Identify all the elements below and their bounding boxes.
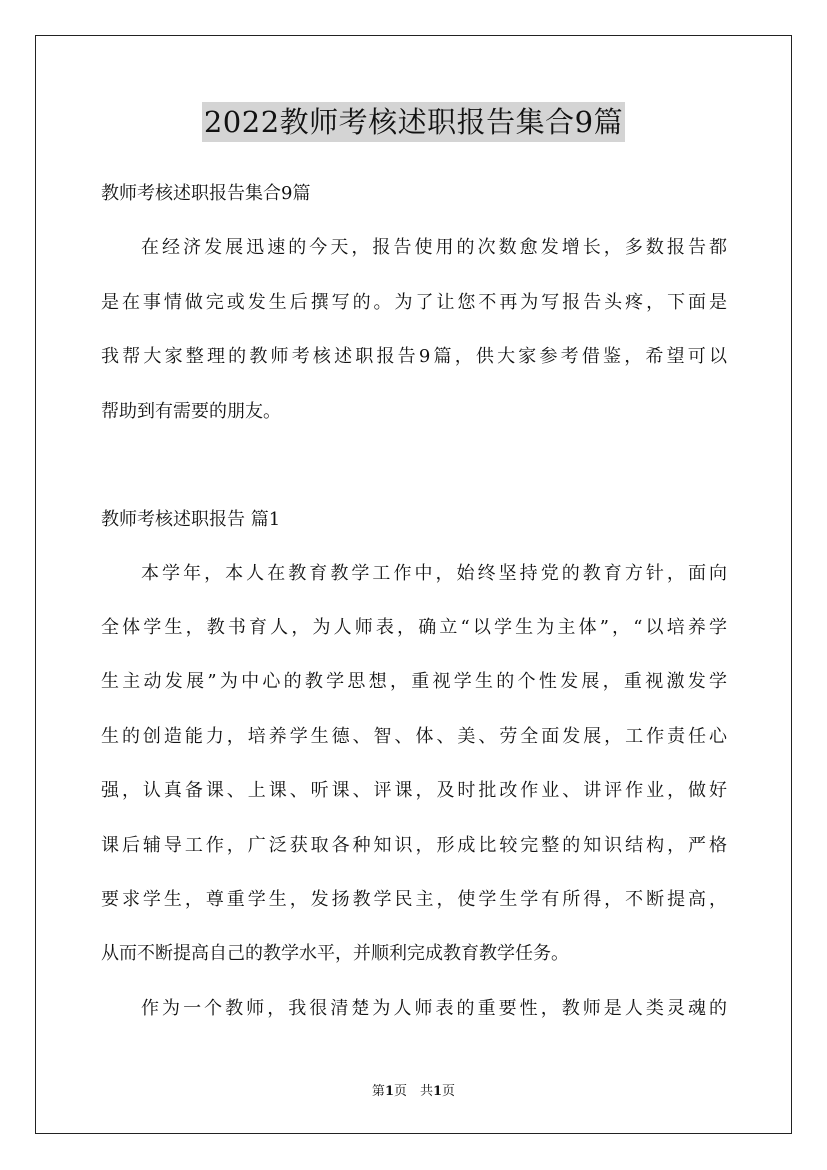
paragraph-line: 课后辅导工作，广泛获取各种知识，形成比较完整的知识结构，严格 (101, 835, 727, 856)
paragraph-line: 生主动发展”为中心的教学思想，重视学生的个性发展，重视激发学 (101, 671, 727, 692)
paragraph-line: 强，认真备课、上课、听课、评课，及时批改作业、讲评作业，做好 (101, 780, 727, 801)
footer-prefix: 第 (371, 1084, 385, 1099)
footer-suffix: 页 (442, 1084, 456, 1099)
intro-line: 帮助到有需要的朋友。 (101, 401, 281, 422)
paragraph-line: 生的创造能力，培养学生德、智、体、美、劳全面发展，工作责任心 (101, 726, 727, 747)
intro-line: 是在事情做完或发生后撰写的。为了让您不再为写报告头疼，下面是 (101, 292, 727, 313)
intro-line: 在经济发展迅速的今天，报告使用的次数愈发增长，多数报告都 (141, 237, 727, 258)
intro-line: 我帮大家整理的教师考核述职报告9篇，供大家参考借鉴，希望可以 (101, 346, 727, 367)
paragraph-line: 要求学生，尊重学生，发扬教学民主，使学生学有所得，不断提高， (101, 889, 727, 910)
section-heading: 教师考核述职报告 篇1 (101, 509, 281, 530)
page-footer (0, 1082, 827, 1102)
document-title: 2022教师考核述职报告集合9篇 (202, 102, 625, 142)
footer-mid: 页 共 (393, 1084, 433, 1099)
footer-total-pages: 1 (433, 1084, 443, 1099)
paragraph-line: 全体学生，教书育人，为人师表，确立“以学生为主体”，“以培养学 (101, 617, 727, 638)
paragraph-line: 作为一个教师，我很清楚为人师表的重要性，教师是人类灵魂的 (141, 998, 727, 1019)
paragraph-line: 从而不断提高自己的教学水平，并顺利完成教育教学任务。 (101, 943, 569, 964)
footer-page-number: 1 (384, 1084, 394, 1099)
title-block (0, 102, 827, 142)
subtitle: 教师考核述职报告集合9篇 (101, 183, 311, 204)
paragraph-line: 本学年，本人在教育教学工作中，始终坚持党的教育方针，面向 (141, 563, 727, 584)
